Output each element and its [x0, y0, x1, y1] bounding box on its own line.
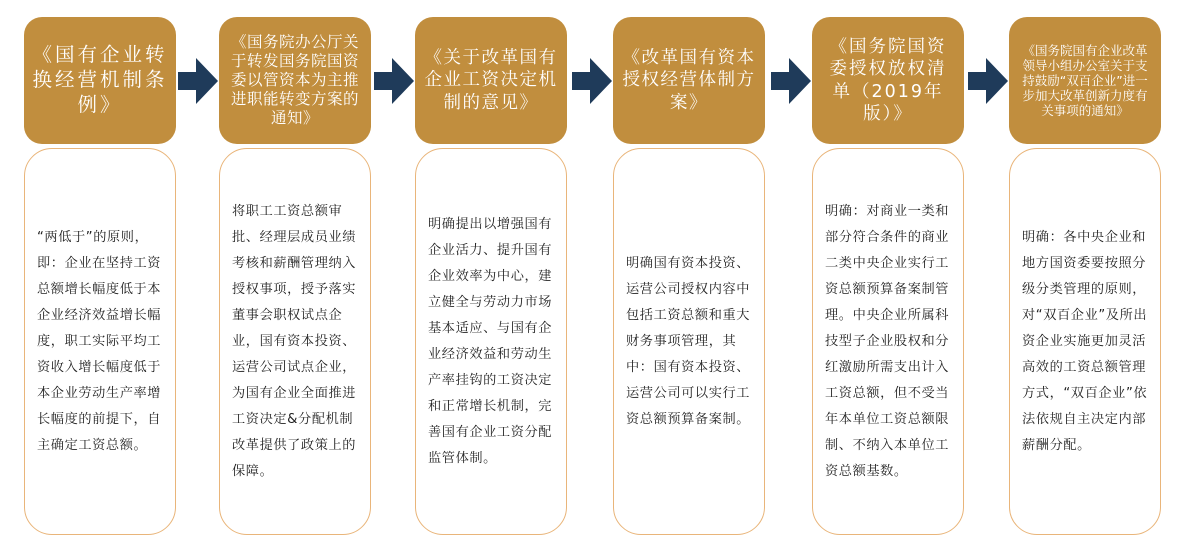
right-arrow-icon [374, 58, 414, 104]
right-arrow-icon [572, 58, 612, 104]
step-description-box-4 [613, 148, 765, 535]
step-description-4: 明确国有资本投资、运营公司授权内容中包括工资总额和重大财务事项管理，其中：国有资本投资、运营公司可以实行工资总额预算备案制。 [626, 255, 751, 427]
right-arrow-icon [968, 58, 1008, 104]
step-description-box-1 [24, 148, 176, 535]
step-description-box-6 [1009, 148, 1161, 535]
step-title-4: 《改革国有资本授权经营体制方案》 [622, 47, 756, 113]
step-description-3: 明确提出以增强国有企业活力、提升国有企业效率为中心，建立健全与劳动力市场基本适应、与国有企业经济效益和劳动生产率挂钩的工资决定和正常增长机制，完善国有企业工资分配监管体制。 [428, 216, 553, 466]
right-arrow-icon [771, 58, 811, 104]
step-title-box-5 [812, 17, 964, 144]
step-description-5: 明确：对商业一类和部分符合条件的商业二类中央企业实行工资总额预算备案制管理。中央企业所属科技型子企业股权和分红激励所需支出计入工资总额，但不受当年本单位工资总额限制、不纳入本单位工资总额基数。 [825, 203, 950, 479]
step-title-box-6 [1009, 17, 1161, 144]
step-title-5: 《国务院国资委授权放权清单（2019年版）》 [829, 36, 947, 124]
right-arrow-icon [178, 58, 218, 104]
step-description-2: 将职工工资总额审批、经理层成员业绩考核和薪酬管理纳入授权事项，授予落实董事会职权试点企业，国有资本投资、运营公司试点企业，为国有企业全面推进工资决定&分配机制改革提供了政策上的保障。 [232, 203, 357, 479]
step-description-box-3 [415, 148, 567, 535]
step-title-box-3 [415, 17, 567, 144]
step-title-2: 《国务院办公厅关于转发国务院国资委以管资本为主推进职能转变方案的通知》 [230, 33, 359, 127]
step-title-box-4 [613, 17, 765, 144]
step-title-box-1 [24, 17, 176, 144]
step-title-1: 《国有企业转换经营机制条例》 [32, 43, 168, 116]
step-description-box-5 [812, 148, 964, 535]
step-description-1: “两低于”的原则，即：企业在坚持工资总额增长幅度低于本企业经济效益增长幅度，职工实际平均工资收入增长幅度低于本企业劳动生产率增长幅度的前提下，自主确定工资总额。 [37, 229, 162, 453]
step-title-3: 《关于改革国有企业工资决定机制的意见》 [424, 47, 558, 113]
step-description-box-2 [219, 148, 371, 535]
step-title-box-2 [219, 17, 371, 144]
step-description-6: 明确：各中央企业和地方国资委要按照分级分类管理的原则，对“双百企业”及所出资企业实施更加灵活高效的工资总额管理方式，“双百企业”依法依规自主决定内部薪酬分配。 [1022, 229, 1148, 453]
step-title-6: 《国务院国有企业改革领导小组办公室关于支持鼓励“双百企业”进一步加大改革创新力度有关事项的通知》 [1022, 43, 1148, 118]
